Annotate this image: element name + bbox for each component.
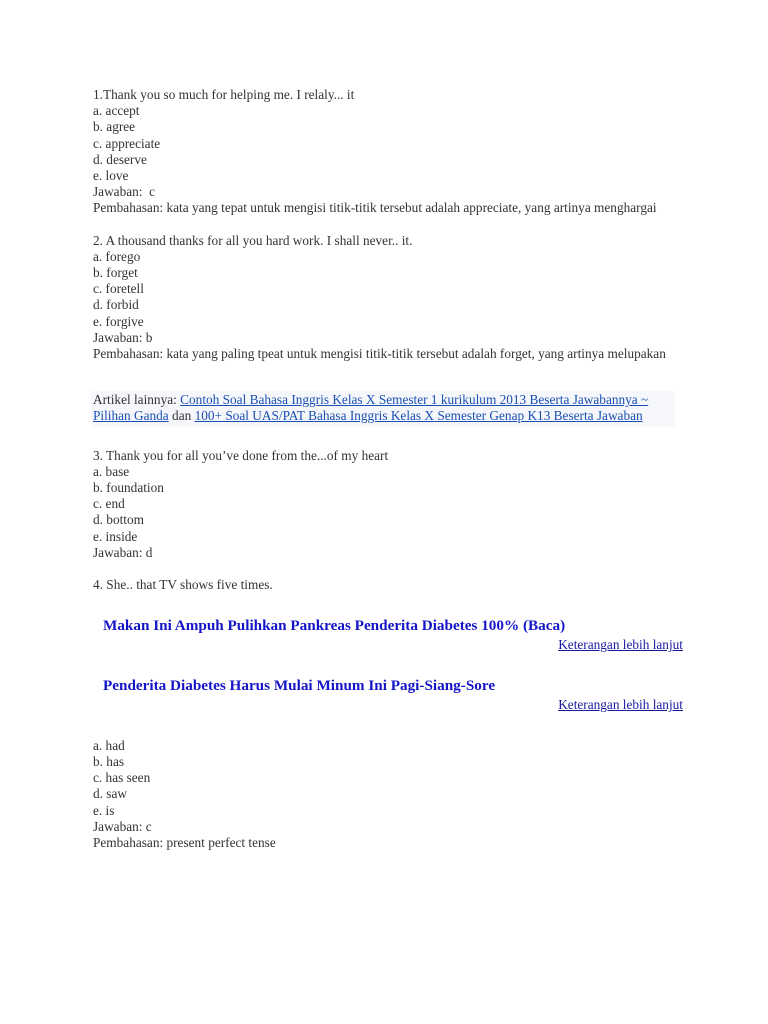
question-text: 1.Thank you so much for helping me. I relaly... it	[93, 87, 355, 102]
option-b: b. agree	[93, 119, 136, 135]
question-4-options	[93, 738, 683, 851]
option-b: b. has	[93, 753, 125, 769]
question-text: 2. A thousand thanks for all you hard work. I shall never.. it.	[93, 232, 413, 248]
option-c: c. end	[93, 496, 125, 512]
option-a: a. base	[93, 463, 130, 479]
option-e: e. is	[93, 802, 115, 818]
explanation: Pembahasan: kata yang tepat untuk mengisi titik-titik tersebut adalah appreciate, yang artinya menghargai	[93, 200, 657, 216]
related-articles-prefix: Artikel lainnya:	[93, 392, 181, 408]
related-article-link-1[interactable]: Contoh Soal Bahasa Inggris Kelas X Semester 1 kurikulum 2013 Beserta Jawabannya ~ Pilihan Ganda	[93, 392, 649, 424]
option-c: c. foretell	[93, 281, 144, 297]
question-text: 3. Thank you for all you’ve done from the...of my heart	[93, 447, 389, 463]
option-b: b. forget	[93, 265, 138, 281]
option-a: a. accept	[93, 103, 140, 119]
option-d: d. deserve	[93, 151, 147, 167]
option-a: a. forego	[93, 248, 141, 264]
explanation: Pembahasan: present perfect tense	[93, 834, 276, 850]
option-c: c. appreciate	[93, 135, 161, 151]
question-3	[93, 448, 683, 561]
ad-more-link[interactable]: Keterangan lebih lanjut	[558, 637, 683, 653]
option-d: d. forbid	[93, 297, 139, 313]
sponsored-ad-1[interactable]	[103, 617, 683, 653]
related-article-link-2[interactable]: 100+ Soal UAS/PAT Bahasa Inggris Kelas X Semester Genap K13 Beserta Jawaban	[194, 408, 643, 424]
ad-title[interactable]: Makan Ini Ampuh Pulihkan Pankreas Penderita Diabetes 100% (Baca)	[103, 617, 566, 635]
answer: Jawaban: c	[93, 818, 152, 834]
question-4-text: 4. She.. that TV shows five times.	[93, 577, 273, 593]
article-body	[93, 87, 683, 851]
question-2	[93, 233, 683, 363]
option-b: b. foundation	[93, 480, 164, 496]
related-articles-box	[91, 391, 675, 426]
ad-more-link[interactable]: Keterangan lebih lanjut	[558, 697, 683, 713]
related-articles-conjunction: dan	[168, 408, 195, 424]
sponsored-ad-2[interactable]	[103, 677, 683, 713]
option-e: e. forgive	[93, 313, 144, 329]
option-a: a. had	[93, 737, 125, 753]
option-c: c. has seen	[93, 770, 151, 786]
question-1	[93, 87, 683, 217]
answer: Jawaban: d	[93, 544, 153, 560]
ad-title[interactable]: Penderita Diabetes Harus Mulai Minum Ini Pagi-Siang-Sore	[103, 677, 496, 695]
option-d: d. saw	[93, 786, 127, 802]
answer: Jawaban: b	[93, 329, 153, 345]
explanation: Pembahasan: kata yang paling tpeat untuk mengisi titik-titik tersebut adalah forget, yang artinya melupakan	[93, 346, 666, 362]
option-e: e. inside	[93, 528, 138, 544]
option-e: e. love	[93, 168, 129, 184]
option-d: d. bottom	[93, 512, 144, 528]
answer: Jawaban: c	[93, 184, 156, 200]
